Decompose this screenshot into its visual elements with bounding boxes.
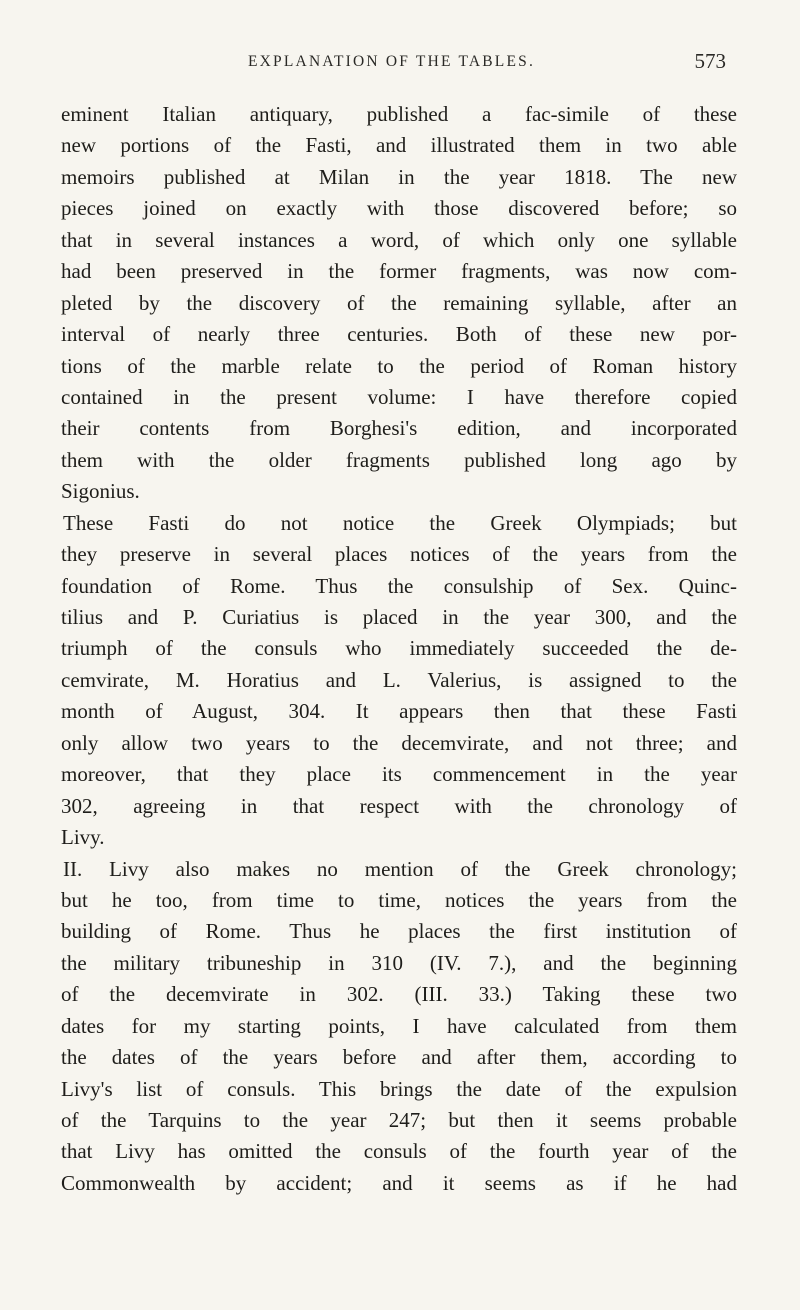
page-number: 573 [694, 49, 726, 73]
text-line: Livy. [61, 825, 105, 850]
text-line: Livy's list of consuls. This brings the date of the expulsion [61, 1076, 737, 1101]
text-line: them with the older fragments published long ago by [61, 447, 737, 472]
text-line: Sigonius. [61, 479, 140, 504]
text-line: tilius and P. Curiatius is placed in the year 300, and the [61, 605, 737, 629]
text-line: building of Rome. Thus he places the first institution of [61, 919, 737, 944]
text-line: memoirs published at Milan in the year 1818. The new [61, 164, 737, 189]
text-line: Commonwealth by accident; and it seems as if he had [61, 1170, 737, 1195]
text-line: of the decemvirate in 302. (III. 33.) Taking these two [61, 982, 737, 1007]
text-line: These Fasti do not notice the Greek Olympiads; but [63, 510, 737, 535]
text-line: pieces joined on exactly with those discovered before; so [61, 196, 737, 221]
text-line: had been preserved in the former fragments, was now com- [61, 259, 737, 284]
text-line: they preserve in several places notices of the years from the [61, 542, 737, 567]
text-line: that in several instances a word, of which only one syllable [61, 227, 737, 252]
text-line: month of August, 304. It appears then that these Fasti [61, 699, 737, 724]
text-line: triumph of the consuls who immediately succeeded the de- [61, 636, 737, 661]
text-line: dates for my starting points, I have calculated from them [61, 1013, 737, 1038]
text-line: 302, agreeing in that respect with the chronology of [61, 793, 737, 818]
text-line: II. Livy also makes no mention of the Greek chronology; [63, 856, 737, 881]
text-line: interval of nearly three centuries. Both of these new por- [61, 322, 737, 347]
text-line: the dates of the years before and after them, according to [61, 1045, 737, 1070]
text-line: that Livy has omitted the consuls of the fourth year of the [61, 1139, 737, 1164]
text-line: their contents from Borghesi's edition, and incorporated [61, 416, 737, 441]
text-line: pleted by the discovery of the remaining syllable, after an [61, 290, 737, 315]
header-title: EXPLANATION OF THE TABLES. [248, 53, 536, 70]
text-line: of the Tarquins to the year 247; but then it seems probable [61, 1108, 737, 1132]
text-line: foundation of Rome. Thus the consulship of Sex. Quinc- [61, 573, 737, 598]
text-line: eminent Italian antiquary, published a fac-simile of these [61, 102, 737, 126]
text-line: but he too, from time to time, notices the years from the [61, 887, 737, 912]
text-line: tions of the marble relate to the period of Roman history [61, 353, 737, 378]
text-line: new portions of the Fasti, and illustrated them in two able [61, 133, 737, 158]
running-header [60, 50, 740, 80]
text-line: the military tribuneship in 310 (IV. 7.), and the beginning [61, 950, 737, 975]
text-line: contained in the present volume: I have therefore copied [61, 384, 737, 409]
text-line: moreover, that they place its commencement in the year [61, 762, 737, 787]
text-line: only allow two years to the decemvirate, and not three; and [61, 730, 737, 755]
text-line: cemvirate, M. Horatius and L. Valerius, is assigned to the [61, 667, 737, 692]
body-text [61, 99, 737, 1199]
